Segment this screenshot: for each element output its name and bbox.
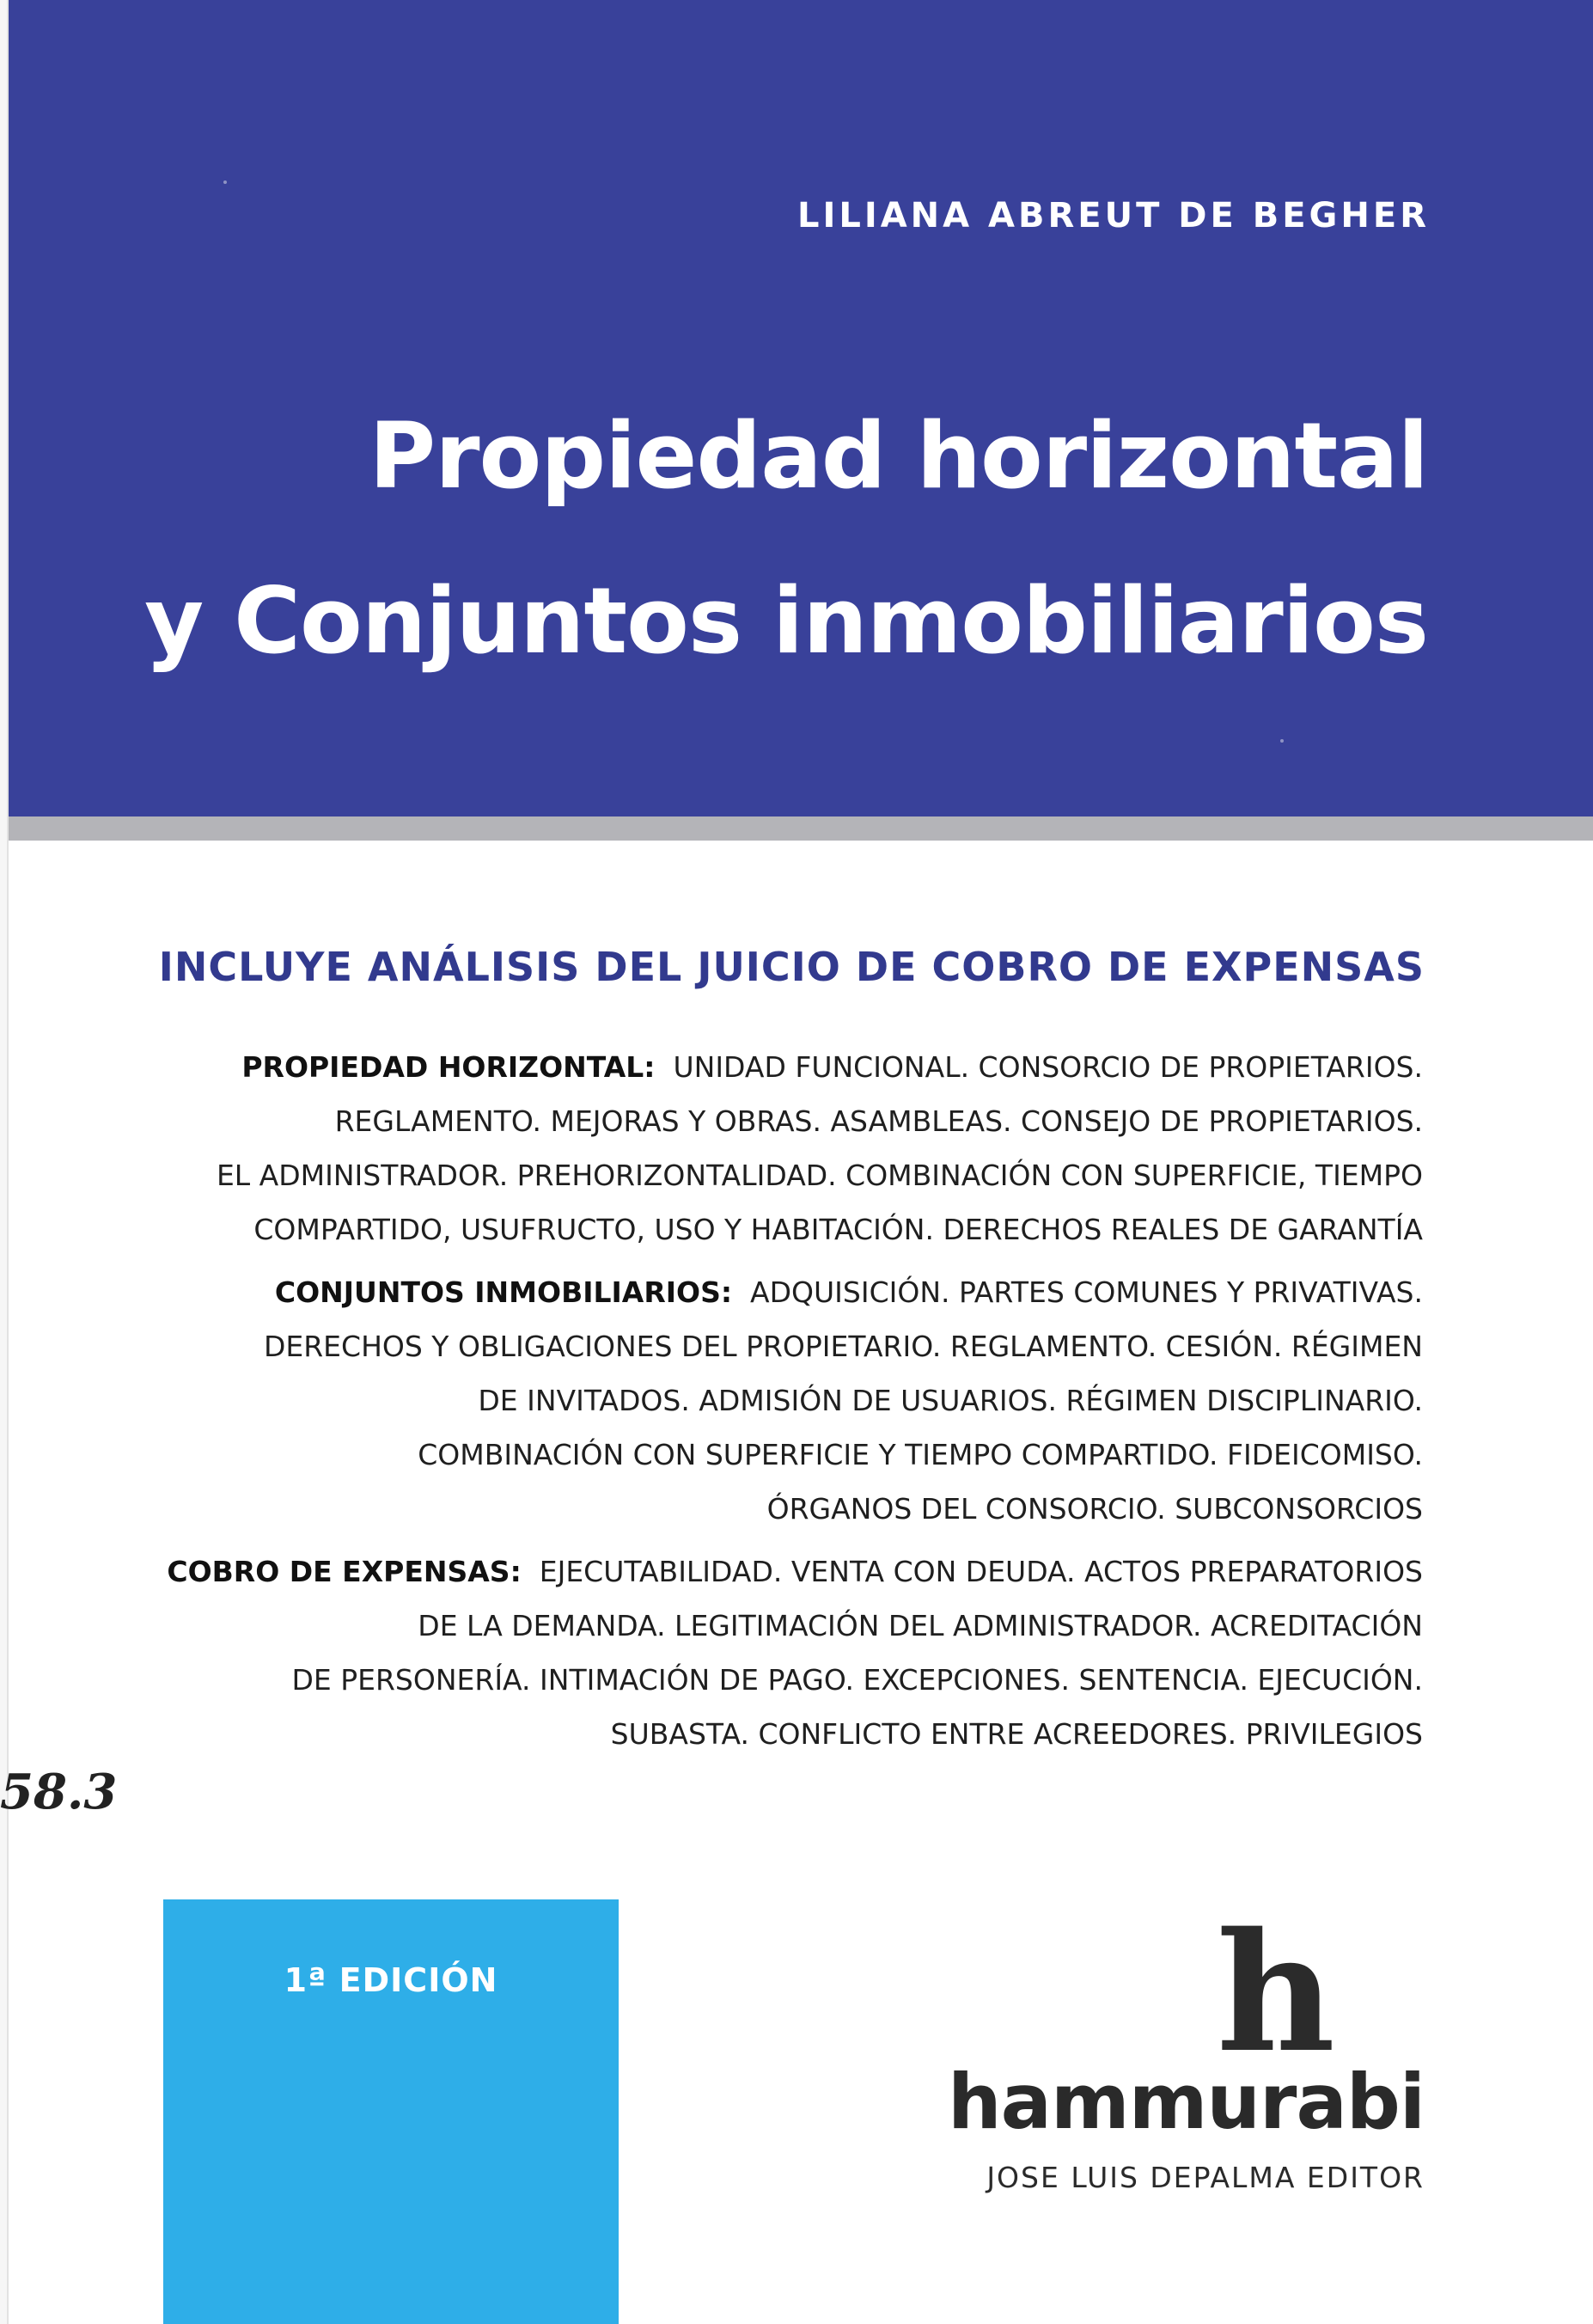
edition-label: 1ª EDICIÓN [284,1961,498,1999]
book-title-line-1: Propiedad horizontal [369,403,1428,509]
contents-line: COMPARTIDO, USUFRUCTO, USO Y HABITACIÓN. DERECHOS REALES DE GARANTÍA [253,1213,1423,1246]
section-propiedad-horizontal [82,1040,1423,1257]
section-label: CONJUNTOS INMOBILIARIOS: [274,1275,733,1309]
section-label: COBRO DE EXPENSAS: [167,1555,522,1588]
print-speck [1280,739,1284,743]
section-cobro-de-expensas [82,1544,1423,1761]
contents-line: DE LA DEMANDA. LEGITIMACIÓN DEL ADMINISTRADOR. ACREDITACIÓN [418,1609,1423,1642]
contents-line [82,1040,1423,1094]
contents-line: SUBASTA. CONFLICTO ENTRE ACREEDORES. PRIVILEGIOS [610,1717,1423,1751]
print-speck [223,180,227,184]
publisher-name: hammurabi [947,2058,1425,2146]
publisher-editor: JOSE LUIS DEPALMA EDITOR [986,2161,1425,2194]
publisher-logo-icon: h [1216,1897,1335,2089]
contents-line: REGLAMENTO. MEJORAS Y OBRAS. ASAMBLEAS. CONSEJO DE PROPIETARIOS. [334,1104,1423,1138]
divider-band [9,816,1593,841]
book-subtitle: INCLUYE ANÁLISIS DEL JUICIO DE COBRO DE EXPENSAS [158,944,1425,990]
contents-line [82,1265,1423,1319]
contents-line: DE PERSONERÍA. INTIMACIÓN DE PAGO. EXCEPCIONES. SENTENCIA. EJECUCIÓN. [291,1663,1423,1697]
contents-line: COMBINACIÓN CON SUPERFICIE Y TIEMPO COMPARTIDO. FIDEICOMISO. [418,1438,1423,1471]
section-text: ADQUISICIÓN. PARTES COMUNES Y PRIVATIVAS. [750,1275,1423,1309]
section-conjuntos-inmobiliarios [82,1265,1423,1536]
book-title-line-2: y Conjuntos inmobiliarios [144,568,1428,674]
section-text: UNIDAD FUNCIONAL. CONSORCIO DE PROPIETARIOS. [673,1050,1423,1084]
contents-line: DERECHOS Y OBLIGACIONES DEL PROPIETARIO. REGLAMENTO. CESIÓN. RÉGIMEN [263,1330,1423,1363]
library-shelf-mark: 58.3 [0,1764,118,1820]
contents-summary [82,1040,1423,1770]
section-label: PROPIEDAD HORIZONTAL: [241,1050,656,1084]
contents-line: EL ADMINISTRADOR. PREHORIZONTALIDAD. COMBINACIÓN CON SUPERFICIE, TIEMPO [216,1159,1423,1192]
edition-box [163,1899,619,2324]
page-edge [0,0,9,2324]
contents-line [82,1544,1423,1599]
contents-line: ÓRGANOS DEL CONSORCIO. SUBCONSORCIOS [766,1492,1423,1526]
section-text: EJECUTABILIDAD. VENTA CON DEUDA. ACTOS PREPARATORIOS [539,1555,1423,1588]
contents-line: DE INVITADOS. ADMISIÓN DE USUARIOS. RÉGIMEN DISCIPLINARIO. [478,1384,1423,1417]
author-name: LILIANA ABREUT DE BEGHER [796,196,1430,235]
